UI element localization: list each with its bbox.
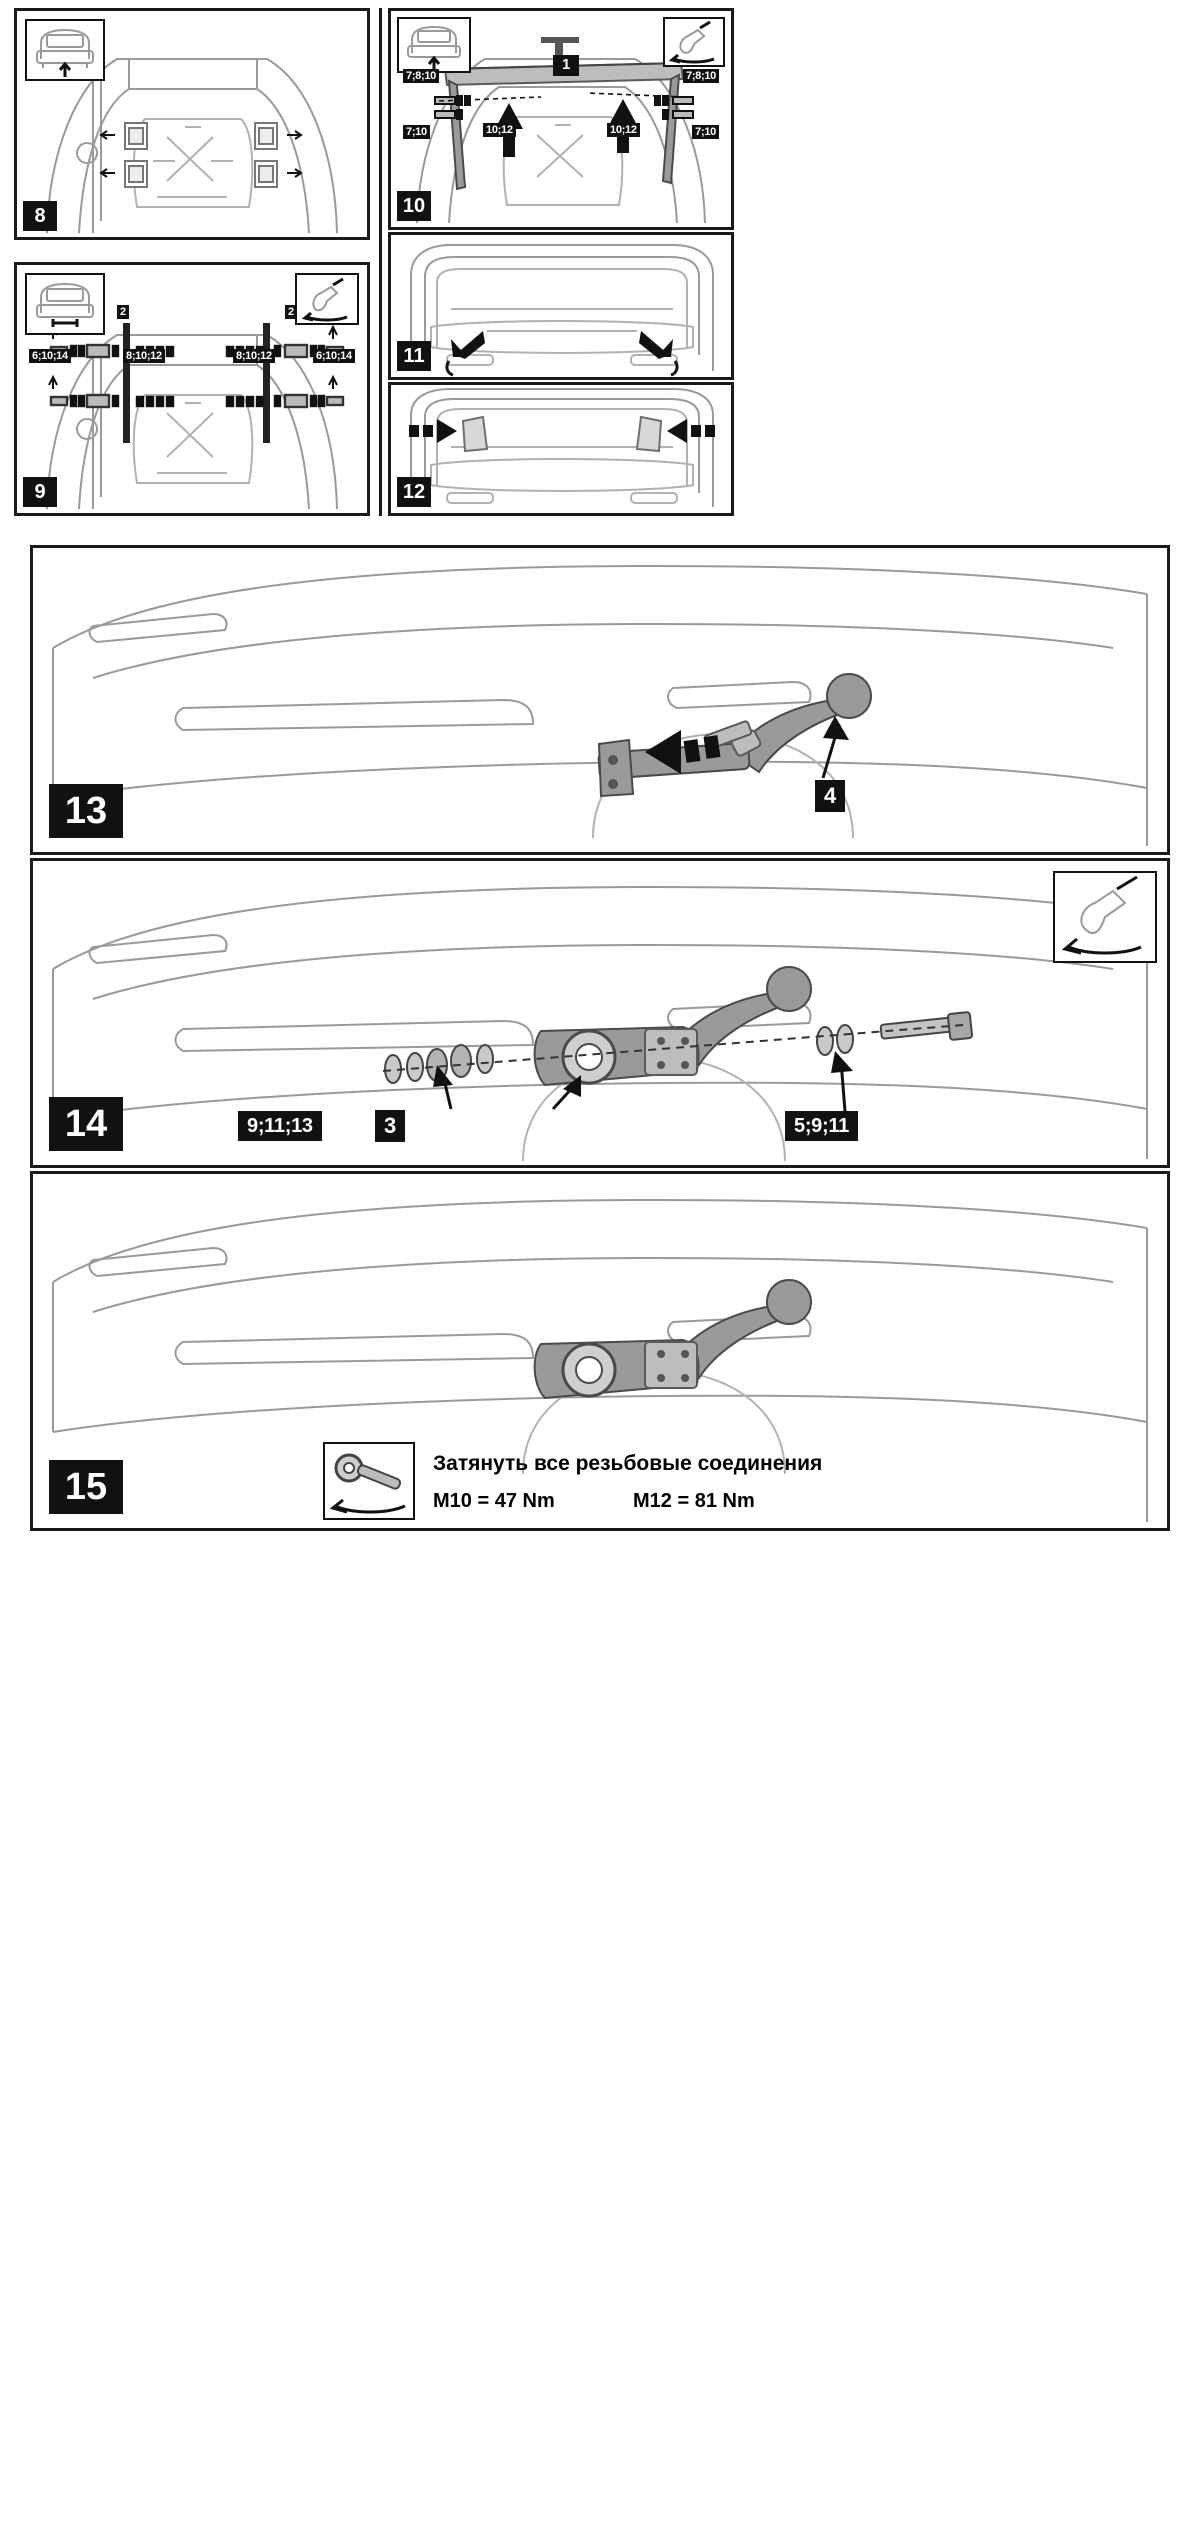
tag-inner-right-9: 8;10;12 xyxy=(233,349,275,363)
panel-number-8: 8 xyxy=(23,201,57,231)
tag-midleft-10: 10;12 xyxy=(483,123,516,137)
panel-step-13 xyxy=(30,545,1170,855)
torque-note: Затянуть все резьбовые соединения xyxy=(433,1452,823,1475)
panel-number-10: 10 xyxy=(397,191,431,221)
tag-outer-right-9: 6;10;14 xyxy=(313,349,355,363)
inset-ratchet-15 xyxy=(323,1442,415,1520)
inset-hand-tool-14 xyxy=(1053,871,1157,963)
tag-ball-13: 4 xyxy=(815,780,845,812)
panel-number-13: 13 xyxy=(49,784,123,838)
panel-step-8 xyxy=(14,8,370,240)
tag-botright-10: 7;10 xyxy=(692,125,719,139)
divider-vertical xyxy=(379,8,382,516)
panel-number-9: 9 xyxy=(23,477,57,507)
tag-topleft-10: 7;8;10 xyxy=(403,69,439,83)
ratchet-wrench-icon xyxy=(325,1444,413,1518)
tag-topright-10: 7;8;10 xyxy=(683,69,719,83)
tag-bracket-left-9: 2 xyxy=(117,305,129,319)
torque-m10: M10 = 47 Nm xyxy=(433,1490,555,1512)
tag-inner-left-9: 8;10;12 xyxy=(123,349,165,363)
inset-car-rear-8 xyxy=(25,19,105,81)
panel-number-15: 15 xyxy=(49,1460,123,1514)
car-rear-view-icon xyxy=(27,275,103,333)
panel-number-11: 11 xyxy=(397,341,431,371)
panel-number-12: 12 xyxy=(397,477,431,507)
panel-14-drawing xyxy=(33,861,1167,1165)
car-rear-view-icon xyxy=(27,21,103,79)
inset-hand-tool-9 xyxy=(295,273,359,325)
panel-12-drawing xyxy=(391,385,733,515)
hand-with-tool-icon xyxy=(1055,873,1155,961)
panel-number-14: 14 xyxy=(49,1097,123,1151)
tag-right-14: 5;9;11 xyxy=(785,1111,858,1141)
tag-center-14: 3 xyxy=(375,1110,405,1142)
tag-left-14: 9;11;13 xyxy=(238,1111,322,1141)
hand-with-tool-icon xyxy=(665,19,723,65)
panel-step-10 xyxy=(388,8,734,230)
tag-beam-10: 1 xyxy=(553,55,579,76)
car-rear-view-icon xyxy=(399,19,469,71)
panel-step-14 xyxy=(30,858,1170,1168)
panel-step-15 xyxy=(30,1171,1170,1531)
panel-step-12 xyxy=(388,382,734,516)
torque-m12: M12 = 81 Nm xyxy=(633,1490,755,1512)
inset-car-rear-9 xyxy=(25,273,105,335)
inset-car-rear-10 xyxy=(397,17,471,73)
tag-outer-left-9: 6;10;14 xyxy=(29,349,71,363)
panel-11-drawing xyxy=(391,235,733,379)
panel-13-drawing xyxy=(33,548,1167,852)
panel-step-9 xyxy=(14,262,370,516)
tag-botleft-10: 7;10 xyxy=(403,125,430,139)
inset-hand-tool-10 xyxy=(663,17,725,67)
hand-with-tool-icon xyxy=(297,275,357,323)
tag-bracket-right-9: 2 xyxy=(285,305,297,319)
tag-midright-10: 10;12 xyxy=(607,123,640,137)
panel-step-11 xyxy=(388,232,734,380)
